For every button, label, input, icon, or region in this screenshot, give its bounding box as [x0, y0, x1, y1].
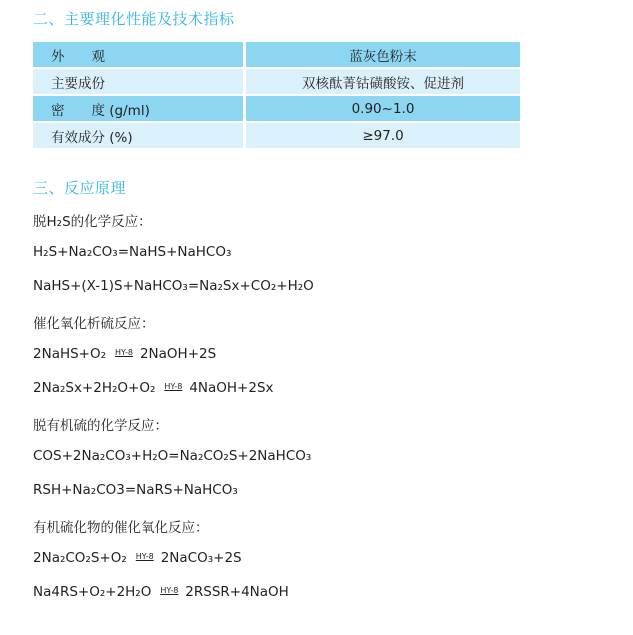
table-row: [33, 96, 520, 121]
equation-left: 2Na₂Sx+2H₂O+O₂: [33, 380, 156, 396]
catalyst-label: HY-8: [160, 586, 179, 595]
equation-2: NaHS+(X-1)S+NaHCO₃=Na₂Sx+CO₂+H₂O: [33, 278, 314, 294]
h2s-heading: 脱H₂S的化学反应：: [33, 214, 152, 230]
equation-7: [33, 550, 242, 566]
table-row: [33, 123, 520, 148]
organic-heading: 脱有机硫的化学反应：: [33, 418, 168, 434]
catalyst-label: HY-8: [115, 348, 133, 357]
spec-label: 主要成份: [33, 69, 246, 94]
spec-value: 双核酞菁钴磺酸铵、促进剂: [246, 69, 520, 94]
equation-left: 2Na₂CO₂S+O₂: [33, 550, 127, 566]
equation-left: 2NaHS+O₂: [33, 346, 107, 362]
equation-left: Na4RS+O₂+2H₂O: [33, 584, 152, 600]
spec-value: 0.90~1.0: [246, 96, 520, 121]
table-row: [33, 42, 520, 67]
spec-table: [33, 40, 520, 150]
equation-right: 4NaOH+2Sx: [189, 380, 274, 396]
spec-label: 有效成分 (%): [33, 123, 246, 148]
spec-label: 外 观: [33, 42, 246, 67]
catalyst-label: HY-8: [164, 382, 183, 391]
spec-value: ≥97.0: [246, 123, 520, 148]
equation-6: RSH+Na₂CO3=NaRS+NaHCO₃: [33, 482, 238, 498]
equation-4: [33, 380, 274, 396]
equation-5: COS+2Na₂CO₃+H₂O=Na₂CO₂S+2NaHCO₃: [33, 448, 312, 464]
equation-1: H₂S+Na₂CO₃=NaHS+NaHCO₃: [33, 244, 232, 260]
equation-right: 2RSSR+4NaOH: [185, 584, 289, 600]
equation-right: 2NaCO₃+2S: [160, 550, 242, 566]
spec-label: 密 度 (g/ml): [33, 96, 246, 121]
equation-8: [33, 584, 289, 600]
equation-right: 2NaOH+2S: [139, 346, 217, 362]
catalyst-label: HY-8: [135, 552, 154, 561]
equation-3: [33, 346, 216, 362]
spec-value: 蓝灰色粉末: [246, 42, 520, 67]
table-row: [33, 69, 520, 94]
oxidation-heading: 催化氧化析硫反应：: [33, 316, 155, 332]
organic-oxidation-heading: 有机硫化物的催化氧化反应：: [33, 520, 209, 536]
section-title-properties: 二、主要理化性能及技术指标: [33, 10, 235, 28]
section-title-reaction: 三、反应原理: [33, 179, 127, 197]
